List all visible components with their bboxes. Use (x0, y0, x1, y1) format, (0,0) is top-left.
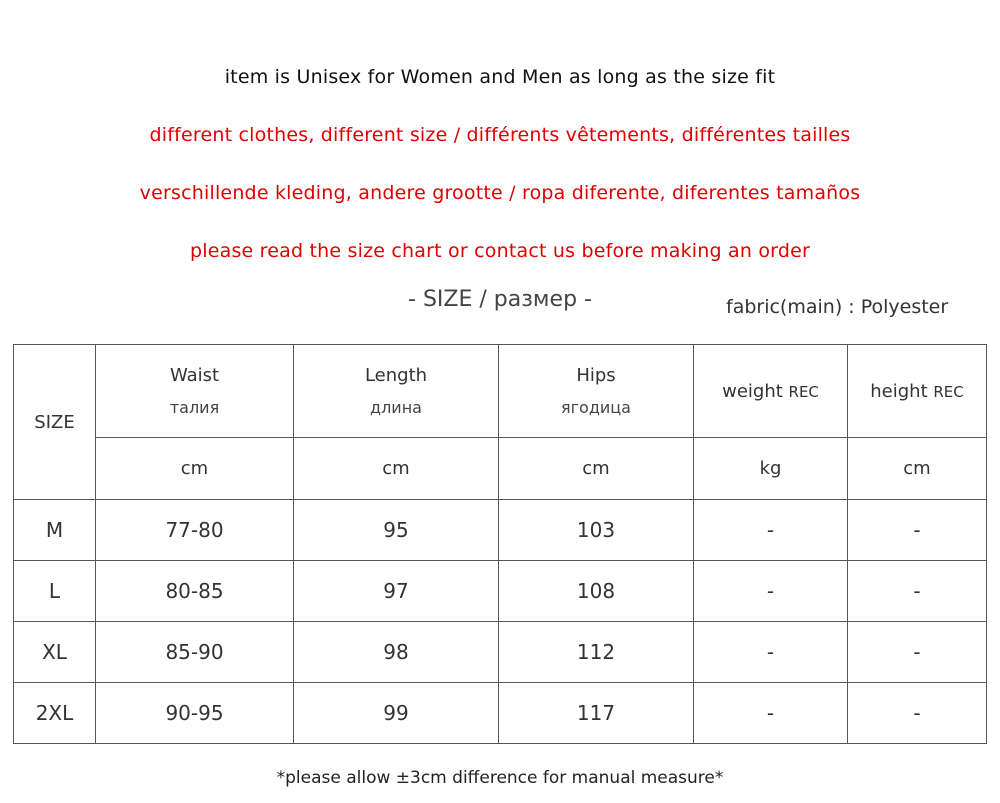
table-row (14, 683, 987, 744)
length-cell: 97 (294, 561, 499, 622)
notice-line-2: verschillende kleding, andere grootte / ropa diferente, diferentes tamaños (139, 182, 861, 204)
table-row (14, 561, 987, 622)
height-cell: - (848, 622, 987, 683)
waist-cell: 80-85 (96, 561, 294, 622)
length-header-ru: длина (370, 398, 422, 417)
weight-header: weight (722, 380, 783, 402)
weight-cell: - (694, 500, 848, 561)
table-unit-row (14, 438, 987, 500)
weight-header-cell (694, 345, 848, 438)
height-unit: cm (848, 438, 987, 500)
notice-line-1: different clothes, different size / différents vêtements, différentes tailles (149, 124, 851, 146)
height-cell: - (848, 500, 987, 561)
hips-cell: 112 (499, 622, 694, 683)
weight-cell: - (694, 561, 848, 622)
waist-unit: cm (96, 438, 294, 500)
size-cell: 2XL (14, 683, 96, 744)
weight-unit: kg (694, 438, 848, 500)
weight-cell: - (694, 622, 848, 683)
size-header: SIZE (34, 411, 75, 433)
length-cell: 95 (294, 500, 499, 561)
hips-header-ru: ягодица (561, 398, 631, 417)
waist-cell: 90-95 (96, 683, 294, 744)
table-header-row (14, 345, 987, 438)
size-chart-table (13, 344, 987, 744)
unisex-note: item is Unisex for Women and Men as long as the size fit (224, 66, 776, 88)
length-header-cell (294, 345, 499, 438)
weight-cell: - (694, 683, 848, 744)
height-rec-label: REC (933, 382, 964, 401)
table-row (14, 622, 987, 683)
waist-header-cell (96, 345, 294, 438)
height-cell: - (848, 683, 987, 744)
hips-header-cell (499, 345, 694, 438)
length-header: Length (364, 365, 428, 386)
size-cell: L (14, 561, 96, 622)
waist-header: Waist (169, 365, 220, 386)
size-cell: XL (14, 622, 96, 683)
hips-cell: 108 (499, 561, 694, 622)
table-row (14, 500, 987, 561)
weight-rec-label: REC (788, 382, 819, 401)
height-header-cell (848, 345, 987, 438)
length-cell: 99 (294, 683, 499, 744)
waist-cell: 85-90 (96, 622, 294, 683)
hips-cell: 117 (499, 683, 694, 744)
size-chart-title: - SIZE / размер - (408, 287, 592, 312)
measurement-footnote: *please allow ±3cm difference for manual measure* (276, 768, 724, 788)
length-cell: 98 (294, 622, 499, 683)
waist-cell: 77-80 (96, 500, 294, 561)
height-cell: - (848, 561, 987, 622)
height-header: height (870, 380, 928, 402)
hips-unit: cm (499, 438, 694, 500)
notice-line-3: please read the size chart or contact us before making an order (189, 240, 810, 262)
hips-header: Hips (576, 365, 616, 386)
size-header-cell (14, 345, 96, 500)
size-cell: M (14, 500, 96, 561)
fabric-note: fabric(main) : Polyester (726, 296, 949, 318)
hips-cell: 103 (499, 500, 694, 561)
waist-header-ru: талия (169, 398, 220, 417)
length-unit: cm (294, 438, 499, 500)
